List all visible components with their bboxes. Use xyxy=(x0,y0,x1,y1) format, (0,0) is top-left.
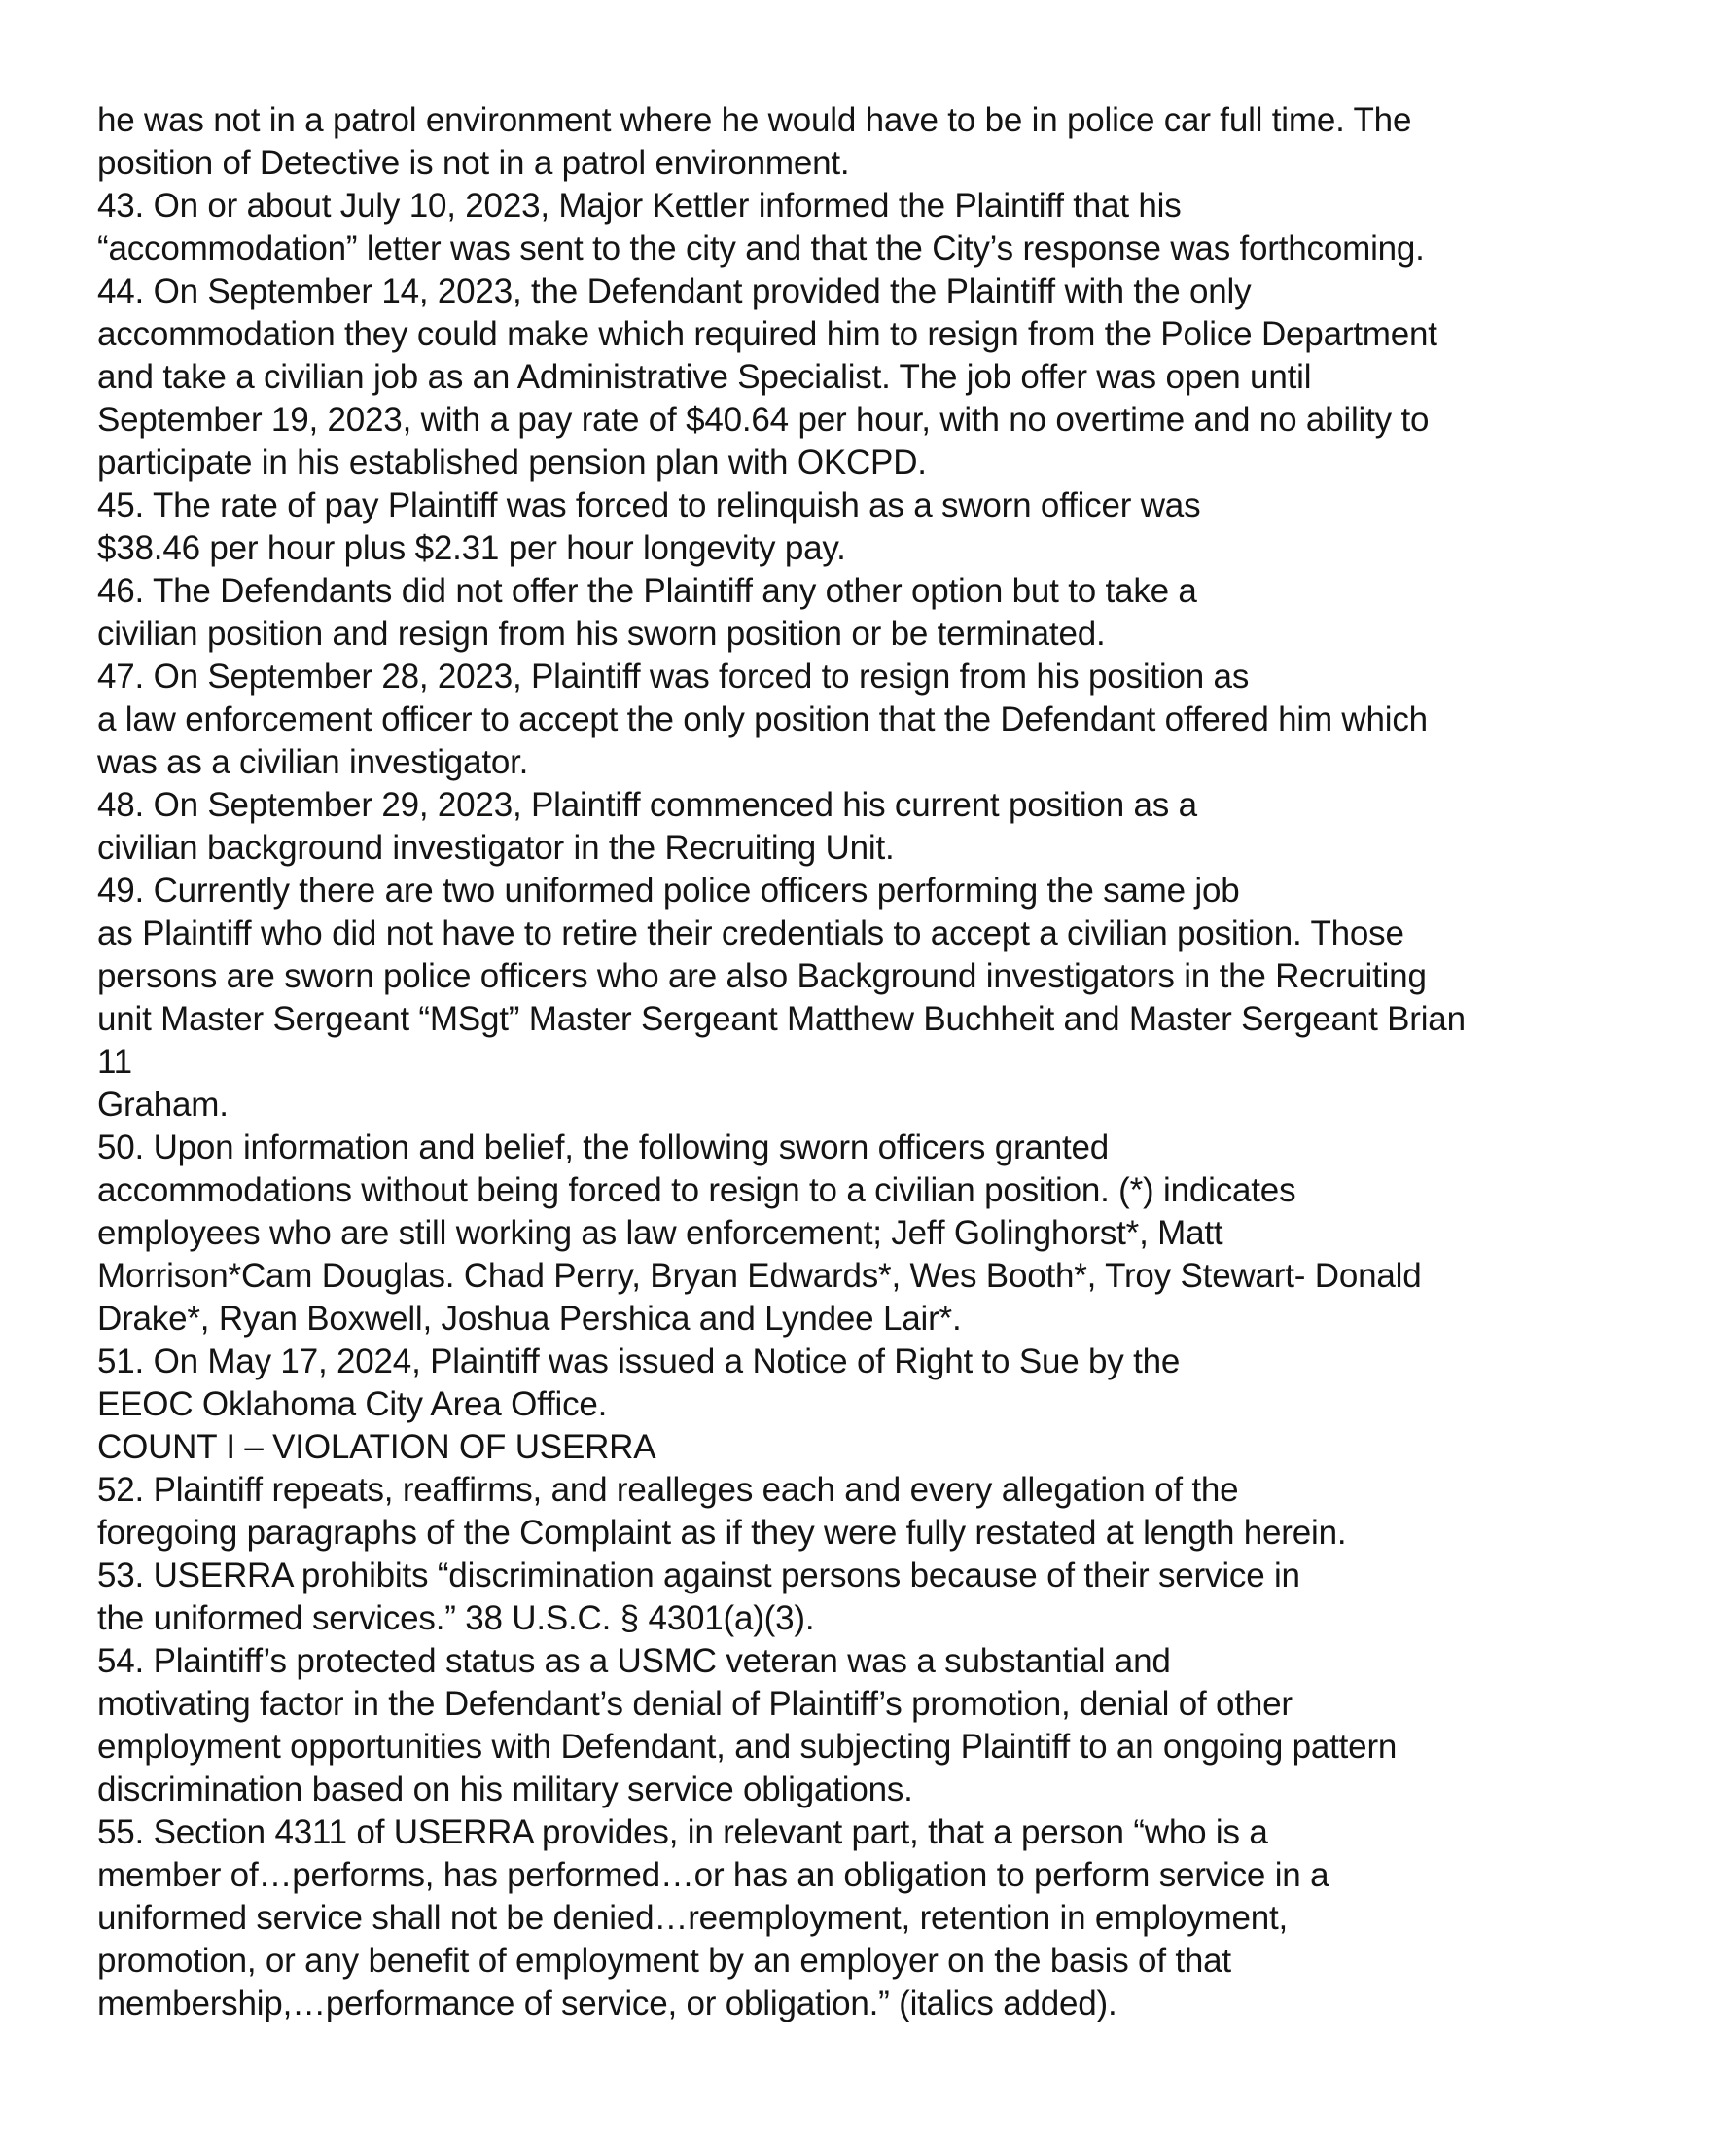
text-line: 55. Section 4311 of USERRA provides, in relevant part, that a person “who is a xyxy=(97,1813,1268,1851)
text-line: “accommodation” letter was sent to the city and that the City’s response was forthcoming. xyxy=(97,230,1425,268)
text-line: membership,…performance of service, or obligation.” (italics added). xyxy=(97,1985,1117,2022)
text-line: 43. On or about July 10, 2023, Major Kettler informed the Plaintiff that his xyxy=(97,187,1182,225)
text-line: 44. On September 14, 2023, the Defendant provided the Plaintiff with the only xyxy=(97,272,1252,310)
text-line: accommodation they could make which required him to resign from the Police Department xyxy=(97,315,1437,353)
text-line: member of…performs, has performed…or has an obligation to perform service in a xyxy=(97,1856,1329,1894)
text-line: Drake*, Ryan Boxwell, Joshua Pershica and Lyndee Lair*. xyxy=(97,1300,962,1338)
text-line: the uniformed services.” 38 U.S.C. § 4301(a)(3). xyxy=(97,1599,815,1637)
text-line: $38.46 per hour plus $2.31 per hour longevity pay. xyxy=(97,529,846,567)
text-line: promotion, or any benefit of employment by an employer on the basis of that xyxy=(97,1942,1231,1980)
text-line: COUNT I – VIOLATION OF USERRA xyxy=(97,1428,656,1466)
text-line: 54. Plaintiff’s protected status as a USMC veteran was a substantial and xyxy=(97,1642,1171,1680)
text-line: 51. On May 17, 2024, Plaintiff was issued a Notice of Right to Sue by the xyxy=(97,1342,1181,1380)
text-line: 47. On September 28, 2023, Plaintiff was forced to resign from his position as xyxy=(97,658,1250,696)
text-line: motivating factor in the Defendant’s denial of Plaintiff’s promotion, denial of other xyxy=(97,1685,1293,1723)
document-page xyxy=(97,99,1731,2025)
text-line: a law enforcement officer to accept the only position that the Defendant offered him which xyxy=(97,700,1428,738)
text-line: 46. The Defendants did not offer the Plaintiff any other option but to take a xyxy=(97,572,1197,610)
text-line: persons are sworn police officers who are also Background investigators in the Recruiting xyxy=(97,957,1427,995)
text-line: September 19, 2023, with a pay rate of $40.64 per hour, with no overtime and no ability to xyxy=(97,401,1430,439)
text-line: participate in his established pension plan with OKCPD. xyxy=(97,444,927,482)
text-line: civilian position and resign from his sworn position or be terminated. xyxy=(97,615,1106,653)
text-line: 11 xyxy=(97,1043,132,1081)
text-line: he was not in a patrol environment where he would have to be in police car full time. The xyxy=(97,101,1412,139)
text-line: as Plaintiff who did not have to retire their credentials to accept a civilian position. Those xyxy=(97,914,1404,952)
text-line: 48. On September 29, 2023, Plaintiff commenced his current position as a xyxy=(97,786,1197,824)
text-line: foregoing paragraphs of the Complaint as if they were fully restated at length herein. xyxy=(97,1514,1347,1552)
text-line: EEOC Oklahoma City Area Office. xyxy=(97,1385,608,1423)
text-line: and take a civilian job as an Administrative Specialist. The job offer was open until xyxy=(97,358,1312,396)
text-line: civilian background investigator in the Recruiting Unit. xyxy=(97,829,895,867)
text-line: uniformed service shall not be denied…reemployment, retention in employment, xyxy=(97,1899,1289,1937)
text-line: unit Master Sergeant “MSgt” Master Sergeant Matthew Buchheit and Master Sergeant Brian xyxy=(97,1000,1466,1038)
text-line: Graham. xyxy=(97,1086,229,1124)
text-line: was as a civilian investigator. xyxy=(97,743,529,781)
text-line: 53. USERRA prohibits “discrimination against persons because of their service in xyxy=(97,1557,1300,1594)
text-line: accommodations without being forced to resign to a civilian position. (*) indicates xyxy=(97,1171,1296,1209)
text-line: employment opportunities with Defendant, and subjecting Plaintiff to an ongoing pattern xyxy=(97,1728,1398,1766)
text-line: 45. The rate of pay Plaintiff was forced to relinquish as a sworn officer was xyxy=(97,486,1201,524)
text-line: position of Detective is not in a patrol environment. xyxy=(97,144,850,182)
text-line: employees who are still working as law enforcement; Jeff Golinghorst*, Matt xyxy=(97,1214,1223,1252)
text-line: 49. Currently there are two uniformed police officers performing the same job xyxy=(97,872,1240,910)
text-line: 50. Upon information and belief, the following sworn officers granted xyxy=(97,1128,1110,1166)
text-line: 52. Plaintiff repeats, reaffirms, and realleges each and every allegation of the xyxy=(97,1471,1239,1509)
text-line: Morrison*Cam Douglas. Chad Perry, Bryan Edwards*, Wes Booth*, Troy Stewart- Donald xyxy=(97,1257,1422,1295)
text-line: discrimination based on his military service obligations. xyxy=(97,1771,913,1808)
